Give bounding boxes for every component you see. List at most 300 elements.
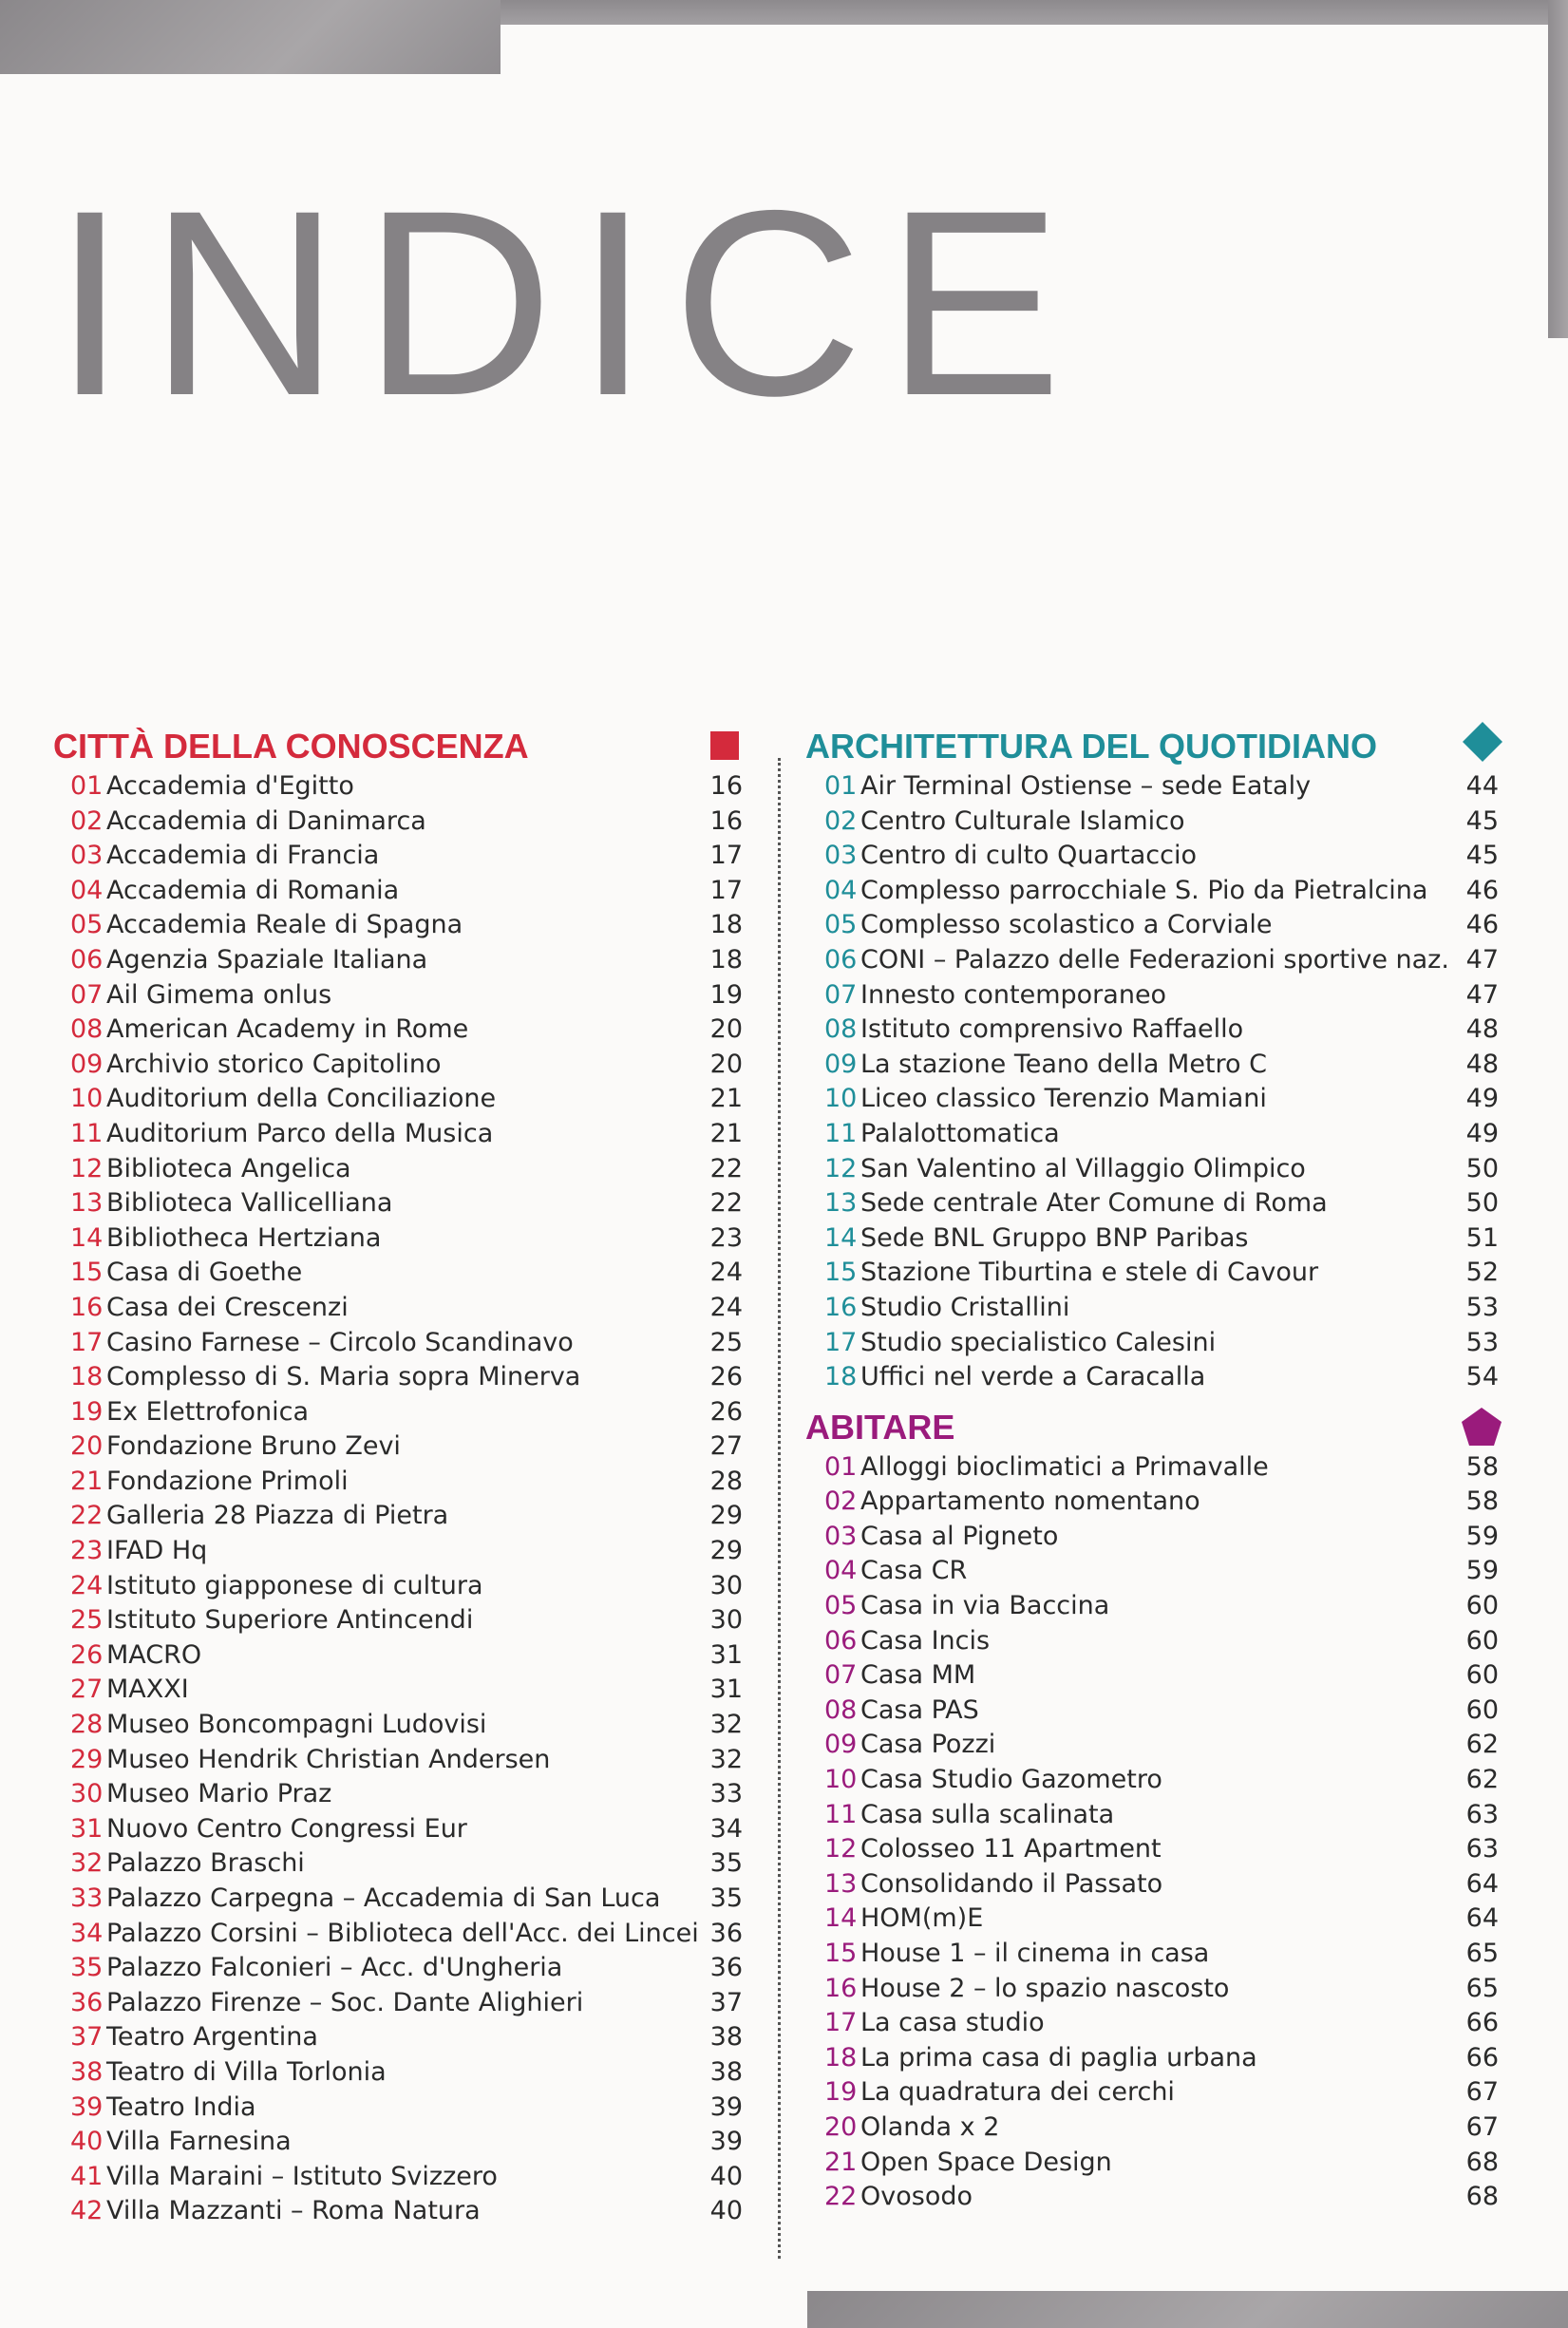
entry-title: Casa di Goethe [106, 1258, 303, 1288]
entry-number: 18 [70, 1362, 104, 1392]
entry-page-number: 31 [709, 1675, 743, 1705]
entry-title: Palazzo Corsini – Biblioteca dell'Acc. dei Lincei [106, 1918, 699, 1948]
entry-number: 30 [70, 1779, 104, 1809]
entry-title: Accademia Reale di Spagna [106, 910, 463, 940]
entry-title: IFAD Hq [106, 1536, 208, 1566]
index-entry [53, 2125, 743, 2160]
entry-title: La prima casa di paglia urbana [860, 2042, 1257, 2072]
entry-title: Palazzo Braschi [106, 1848, 305, 1879]
entry-title: Casa PAS [860, 1694, 979, 1725]
entry-number: 24 [70, 1570, 104, 1600]
entry-number: 13 [70, 1188, 104, 1219]
index-entry [805, 1221, 1499, 1257]
entry-page-number: 17 [709, 875, 743, 905]
entry-page-number: 45 [1465, 805, 1499, 836]
index-entry [805, 1937, 1499, 1972]
column-divider [778, 758, 781, 2259]
entry-page-number: 68 [1465, 2147, 1499, 2177]
entry-title: Istituto Superiore Antincendi [106, 1605, 474, 1636]
entry-title: Palazzo Firenze – Soc. Dante Alighieri [106, 1987, 584, 2017]
entry-page-number: 18 [709, 944, 743, 975]
entry-page-number: 47 [1465, 979, 1499, 1010]
entry-page-number: 47 [1465, 944, 1499, 975]
index-entry [53, 1743, 743, 1778]
entry-number: 11 [824, 1118, 858, 1148]
left-column [53, 724, 743, 2229]
entry-number: 22 [824, 2182, 858, 2212]
entry-number: 11 [70, 1118, 104, 1148]
entry-title: Palalottomatica [860, 1118, 1060, 1148]
index-entry [805, 2006, 1499, 2041]
section-citta-della-conoscenza [53, 724, 743, 2229]
section-header [53, 724, 743, 769]
entry-page-number: 58 [1465, 1486, 1499, 1517]
entry-number: 14 [824, 1222, 858, 1253]
entry-number: 10 [824, 1765, 858, 1795]
index-entry [805, 1658, 1499, 1694]
entry-page-number: 45 [1465, 841, 1499, 871]
entry-number: 26 [70, 1639, 104, 1670]
entry-page-number: 32 [709, 1710, 743, 1740]
entry-title: Teatro India [106, 2091, 256, 2122]
index-entry [805, 874, 1499, 909]
entry-number: 03 [824, 841, 858, 871]
index-entry [805, 1763, 1499, 1798]
entry-page-number: 52 [1465, 1258, 1499, 1288]
entry-page-number: 29 [709, 1536, 743, 1566]
index-entry [805, 769, 1499, 804]
index-entry [53, 1013, 743, 1048]
entry-page-number: 40 [709, 2196, 743, 2226]
entry-page-number: 65 [1465, 1973, 1499, 2003]
entry-page-number: 27 [709, 1431, 743, 1462]
entry-number: 10 [70, 1084, 104, 1114]
entry-page-number: 59 [1465, 1556, 1499, 1586]
entry-page-number: 40 [709, 2161, 743, 2191]
entry-title: Casa al Pigneto [860, 1521, 1059, 1551]
purple-pentagon-icon [1461, 1407, 1502, 1447]
entry-number: 22 [70, 1501, 104, 1531]
section-header [805, 1405, 1499, 1450]
index-entry [805, 1554, 1499, 1589]
entry-page-number: 16 [709, 771, 743, 801]
entry-page-number: 60 [1465, 1591, 1499, 1621]
index-entry [805, 1972, 1499, 2007]
index-entry [53, 839, 743, 874]
entry-page-number: 35 [709, 1848, 743, 1879]
entry-title: Bibliotheca Hertziana [106, 1222, 382, 1253]
entry-page-number: 63 [1465, 1799, 1499, 1829]
entry-title: CONI – Palazzo delle Federazioni sportive naz. [860, 944, 1449, 975]
entry-number: 12 [70, 1153, 104, 1183]
entry-page-number: 36 [709, 1918, 743, 1948]
entry-page-number: 39 [709, 2091, 743, 2122]
entry-title: Accademia di Danimarca [106, 805, 426, 836]
entry-number: 01 [70, 771, 104, 801]
index-entry [53, 2194, 743, 2229]
section-title: ABITARE [805, 1407, 955, 1447]
index-entry [805, 1326, 1499, 1361]
entry-title: Museo Boncompagni Ludovisi [106, 1710, 487, 1740]
entry-title: Casa Pozzi [860, 1730, 996, 1760]
entry-number: 27 [70, 1675, 104, 1705]
entry-page-number: 26 [709, 1396, 743, 1427]
index-entry [53, 1256, 743, 1291]
index-entry [805, 1291, 1499, 1326]
entry-number: 07 [70, 979, 104, 1010]
entry-number: 17 [824, 1327, 858, 1357]
entry-title: Ail Gimema onlus [106, 979, 332, 1010]
index-entry [53, 1603, 743, 1638]
entry-number: 02 [824, 805, 858, 836]
entry-page-number: 44 [1465, 771, 1499, 801]
entry-number: 06 [824, 1625, 858, 1656]
entry-page-number: 20 [709, 1014, 743, 1045]
index-entry [53, 908, 743, 943]
index-entry [805, 943, 1499, 978]
index-entry [53, 2160, 743, 2195]
entry-title: Casa in via Baccina [860, 1591, 1110, 1621]
entry-page-number: 20 [709, 1049, 743, 1079]
entry-title: Auditorium Parco della Musica [106, 1118, 494, 1148]
index-entry [53, 1221, 743, 1257]
entry-page-number: 46 [1465, 875, 1499, 905]
entry-title: La quadratura dei cerchi [860, 2077, 1175, 2108]
entry-number: 07 [824, 979, 858, 1010]
entry-title: Alloggi bioclimatici a Primavalle [860, 1451, 1269, 1482]
entry-page-number: 17 [709, 841, 743, 871]
entry-number: 31 [70, 1813, 104, 1844]
entry-list [805, 769, 1499, 1395]
entry-number: 40 [70, 2127, 104, 2157]
entry-title: American Academy in Rome [106, 1014, 469, 1045]
entry-number: 08 [824, 1014, 858, 1045]
index-entry [53, 1777, 743, 1812]
index-entry [805, 1832, 1499, 1867]
entry-title: Nuovo Centro Congressi Eur [106, 1813, 467, 1844]
entry-page-number: 24 [709, 1292, 743, 1322]
index-entry [53, 1708, 743, 1743]
entry-title: Villa Maraini – Istituto Svizzero [106, 2161, 498, 2191]
index-entry [805, 1798, 1499, 1833]
right-column [805, 724, 1499, 2215]
entry-title: Casa Studio Gazometro [860, 1765, 1162, 1795]
entry-title: Auditorium della Conciliazione [106, 1084, 497, 1114]
index-entry [805, 1589, 1499, 1624]
red-square-icon [710, 731, 739, 760]
entry-number: 41 [70, 2161, 104, 2191]
entry-number: 02 [70, 805, 104, 836]
index-entry [805, 1520, 1499, 1555]
entry-number: 05 [70, 910, 104, 940]
index-entry [53, 1465, 743, 1500]
index-entry [53, 2091, 743, 2126]
entry-title: Biblioteca Angelica [106, 1153, 351, 1183]
entry-title: Liceo classico Terenzio Mamiani [860, 1084, 1267, 1114]
entry-number: 04 [824, 1556, 858, 1586]
index-entry [53, 1499, 743, 1534]
entry-page-number: 67 [1465, 2111, 1499, 2142]
entry-page-number: 30 [709, 1570, 743, 1600]
entry-page-number: 38 [709, 2056, 743, 2087]
entry-number: 25 [70, 1605, 104, 1636]
index-entry [805, 1485, 1499, 1520]
index-entry [53, 1917, 743, 1952]
entry-title: Casa MM [860, 1660, 976, 1691]
entry-page-number: 18 [709, 910, 743, 940]
index-entry [805, 2146, 1499, 2181]
entry-title: Consolidando il Passato [860, 1868, 1163, 1899]
entry-number: 05 [824, 1591, 858, 1621]
index-entry [805, 1186, 1499, 1221]
entry-title: Colosseo 11 Apartment [860, 1834, 1162, 1864]
entry-page-number: 22 [709, 1153, 743, 1183]
entry-number: 03 [824, 1521, 858, 1551]
entry-title: Villa Mazzanti – Roma Natura [106, 2196, 481, 2226]
entry-number: 06 [70, 944, 104, 975]
entry-page-number: 51 [1465, 1222, 1499, 1253]
index-entry [805, 1013, 1499, 1048]
page-title: INDICE [53, 155, 1086, 450]
entry-title: Casa CR [860, 1556, 968, 1586]
index-entry [53, 978, 743, 1013]
entry-number: 16 [70, 1292, 104, 1322]
entry-page-number: 58 [1465, 1451, 1499, 1482]
entry-title: Accademia di Romania [106, 875, 400, 905]
entry-number: 16 [824, 1292, 858, 1322]
index-entry [53, 1846, 743, 1882]
entry-number: 07 [824, 1660, 858, 1691]
index-entry [805, 1117, 1499, 1152]
entry-number: 34 [70, 1918, 104, 1948]
entry-number: 13 [824, 1868, 858, 1899]
index-entry [53, 1395, 743, 1430]
entry-page-number: 60 [1465, 1694, 1499, 1725]
entry-number: 15 [824, 1939, 858, 1968]
entry-page-number: 21 [709, 1084, 743, 1114]
entry-title: Agenzia Spaziale Italiana [106, 944, 428, 975]
entry-page-number: 23 [709, 1222, 743, 1253]
index-entry [53, 1951, 743, 1986]
entry-page-number: 67 [1465, 2077, 1499, 2108]
entry-page-number: 30 [709, 1605, 743, 1636]
entry-page-number: 26 [709, 1362, 743, 1392]
entry-page-number: 68 [1465, 2182, 1499, 2212]
index-entry [53, 769, 743, 804]
entry-title: Air Terminal Ostiense – sede Eataly [860, 771, 1312, 801]
entry-number: 33 [70, 1883, 104, 1913]
index-entry [805, 1728, 1499, 1763]
index-entry [805, 978, 1499, 1013]
index-entry [53, 1986, 743, 2021]
index-entry [53, 804, 743, 840]
entry-page-number: 21 [709, 1118, 743, 1148]
index-entry [53, 1673, 743, 1708]
entry-number: 12 [824, 1153, 858, 1183]
index-entry [805, 1450, 1499, 1486]
entry-number: 18 [824, 1362, 858, 1392]
entry-page-number: 33 [709, 1779, 743, 1809]
entry-title: MACRO [106, 1639, 202, 1670]
entry-number: 12 [824, 1834, 858, 1864]
entry-number: 18 [824, 2042, 858, 2072]
section-title: CITTÀ DELLA CONOSCENZA [53, 727, 529, 766]
index-entry [53, 874, 743, 909]
index-entry [53, 1812, 743, 1847]
entry-number: 03 [70, 841, 104, 871]
index-entry [53, 1882, 743, 1917]
entry-page-number: 34 [709, 1813, 743, 1844]
entry-number: 37 [70, 2022, 104, 2053]
entry-number: 19 [824, 2077, 858, 2108]
entry-page-number: 48 [1465, 1014, 1499, 1045]
entry-page-number: 29 [709, 1501, 743, 1531]
entry-title: Sede BNL Gruppo BNP Paribas [860, 1222, 1249, 1253]
right-decorative-band [1548, 0, 1568, 338]
entry-number: 01 [824, 1451, 858, 1482]
entry-number: 20 [70, 1431, 104, 1462]
index-entry [53, 1360, 743, 1395]
entry-number: 32 [70, 1848, 104, 1879]
entry-title: Palazzo Falconieri – Acc. d'Ungheria [106, 1953, 563, 1983]
entry-number: 21 [70, 1466, 104, 1496]
entry-number: 17 [824, 2008, 858, 2038]
index-entry [53, 2020, 743, 2055]
index-entry [805, 1902, 1499, 1937]
index-entry [53, 2055, 743, 2091]
entry-number: 14 [70, 1222, 104, 1253]
entry-number: 10 [824, 1084, 858, 1114]
index-entry [805, 1694, 1499, 1729]
entry-page-number: 31 [709, 1639, 743, 1670]
entry-page-number: 37 [709, 1987, 743, 2017]
entry-number: 42 [70, 2196, 104, 2226]
entry-title: Open Space Design [860, 2147, 1112, 2177]
index-entry [53, 1082, 743, 1117]
entry-number: 20 [824, 2111, 858, 2142]
index-entry [805, 1867, 1499, 1902]
entry-page-number: 64 [1465, 1903, 1499, 1934]
entry-page-number: 35 [709, 1883, 743, 1913]
index-entry [53, 1429, 743, 1465]
entry-title: Complesso di S. Maria sopra Minerva [106, 1362, 581, 1392]
entry-title: Complesso scolastico a Corviale [860, 910, 1273, 940]
section-architettura-del-quotidiano [805, 724, 1499, 1395]
entry-page-number: 64 [1465, 1868, 1499, 1899]
entry-title: Accademia d'Egitto [106, 771, 354, 801]
entry-title: Complesso parrocchiale S. Pio da Pietralcina [860, 875, 1428, 905]
index-entry [805, 839, 1499, 874]
entry-number: 16 [824, 1973, 858, 2003]
entry-number: 36 [70, 1987, 104, 2017]
entry-page-number: 63 [1465, 1834, 1499, 1864]
entry-title: Museo Hendrik Christian Andersen [106, 1744, 551, 1774]
index-entry [53, 1569, 743, 1604]
entry-page-number: 54 [1465, 1362, 1499, 1392]
entry-page-number: 65 [1465, 1939, 1499, 1968]
entry-number: 19 [70, 1396, 104, 1427]
entry-title: Casa Incis [860, 1625, 991, 1656]
entry-number: 35 [70, 1953, 104, 1983]
entry-page-number: 50 [1465, 1188, 1499, 1219]
entry-page-number: 24 [709, 1258, 743, 1288]
entry-title: Istituto comprensivo Raffaello [860, 1014, 1244, 1045]
entry-page-number: 25 [709, 1327, 743, 1357]
entry-page-number: 19 [709, 979, 743, 1010]
entry-title: Studio Cristallini [860, 1292, 1070, 1322]
section-title: ARCHITETTURA DEL QUOTIDIANO [805, 727, 1377, 766]
entry-number: 39 [70, 2091, 104, 2122]
entry-title: San Valentino al Villaggio Olimpico [860, 1153, 1306, 1183]
entry-number: 01 [824, 771, 858, 801]
entry-page-number: 38 [709, 2022, 743, 2053]
entry-title: Centro di culto Quartaccio [860, 841, 1197, 871]
entry-number: 04 [70, 875, 104, 905]
entry-number: 29 [70, 1744, 104, 1774]
entry-page-number: 39 [709, 2127, 743, 2157]
entry-title: Istituto giapponese di cultura [106, 1570, 483, 1600]
entry-number: 38 [70, 2056, 104, 2087]
entry-page-number: 66 [1465, 2008, 1499, 2038]
entry-title: Olanda x 2 [860, 2111, 1000, 2142]
entry-page-number: 28 [709, 1466, 743, 1496]
entry-list [805, 1450, 1499, 2215]
entry-title: Museo Mario Praz [106, 1779, 332, 1809]
entry-number: 02 [824, 1486, 858, 1517]
entry-number: 09 [70, 1049, 104, 1079]
entry-title: Teatro Argentina [106, 2022, 318, 2053]
index-entry [805, 1082, 1499, 1117]
index-entry [53, 1048, 743, 1083]
index-entry [53, 1326, 743, 1361]
entry-number: 05 [824, 910, 858, 940]
entry-page-number: 62 [1465, 1730, 1499, 1760]
entry-page-number: 59 [1465, 1521, 1499, 1551]
index-entry [53, 1291, 743, 1326]
entry-number: 06 [824, 944, 858, 975]
entry-page-number: 49 [1465, 1084, 1499, 1114]
top-left-decorative-block [0, 0, 501, 74]
entry-title: La stazione Teano della Metro C [860, 1049, 1267, 1079]
index-entry [805, 908, 1499, 943]
index-entry [53, 1152, 743, 1187]
entry-number: 21 [824, 2147, 858, 2177]
entry-page-number: 49 [1465, 1118, 1499, 1148]
entry-number: 15 [70, 1258, 104, 1288]
entry-number: 04 [824, 875, 858, 905]
index-entry [53, 1117, 743, 1152]
entry-page-number: 62 [1465, 1765, 1499, 1795]
entry-page-number: 50 [1465, 1153, 1499, 1183]
entry-number: 14 [824, 1903, 858, 1934]
entry-title: MAXXI [106, 1675, 189, 1705]
entry-number: 08 [70, 1014, 104, 1045]
entry-number: 17 [70, 1327, 104, 1357]
index-entry [805, 804, 1499, 840]
index-entry [805, 1624, 1499, 1659]
entry-title: Teatro di Villa Torlonia [106, 2056, 387, 2087]
index-entry [805, 2110, 1499, 2146]
index-entry [805, 1256, 1499, 1291]
entry-number: 08 [824, 1694, 858, 1725]
section-abitare [805, 1405, 1499, 2215]
index-entry [805, 1048, 1499, 1083]
entry-title: Ex Elettrofonica [106, 1396, 310, 1427]
entry-title: Innesto contemporaneo [860, 979, 1167, 1010]
entry-title: House 1 – il cinema in casa [860, 1939, 1210, 1968]
entry-title: La casa studio [860, 2008, 1045, 2038]
bottom-decorative-band [807, 2291, 1568, 2328]
